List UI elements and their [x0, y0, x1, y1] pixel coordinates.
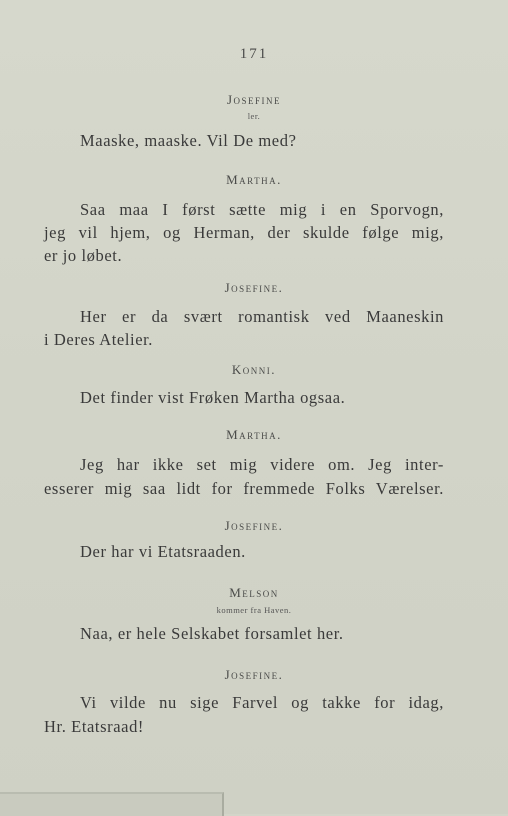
dialogue-line: Hr. Etatsraad!	[44, 717, 145, 736]
speaker-name: Josefine.	[224, 667, 284, 682]
stage-direction: kommer fra Haven.	[216, 605, 292, 615]
speaker-name: Konni.	[231, 362, 277, 377]
speaker-name: Josefine	[226, 92, 282, 107]
dialogue-line: jeg vil hjem, og Herman, der skulde følge mig,	[44, 223, 444, 242]
dialogue-line: esserer mig saa lidt for fremmede Folks Værelser.	[44, 479, 444, 498]
dialogue-line: er jo løbet.	[44, 246, 123, 265]
stage-direction: ler.	[247, 111, 261, 121]
speaker-name: Josefine.	[224, 280, 284, 295]
dialogue-line: Saa maa I først sætte mig i en Sporvogn,	[80, 200, 444, 219]
dialogue-line: i Deres Atelier.	[44, 330, 154, 349]
dialogue-line: Det finder vist Frøken Martha ogsaa.	[80, 388, 346, 407]
dialogue-line: Der har vi Etatsraaden.	[80, 542, 246, 561]
dialogue-line: Vi vilde nu sige Farvel og takke for idag,	[80, 693, 444, 712]
speaker-name: Martha.	[226, 172, 282, 187]
speaker-name: Josefine.	[224, 518, 284, 533]
page-edge-strip	[0, 792, 224, 816]
dialogue-line: Jeg har ikke set mig videre om. Jeg inter-	[80, 455, 444, 474]
speaker-name: Melson	[229, 585, 279, 600]
speaker-name: Martha.	[226, 427, 282, 442]
dialogue-line: Naa, er hele Selskabet forsamlet her.	[80, 624, 344, 643]
page-number: 171	[239, 46, 269, 62]
dialogue-line: Maaske, maaske. Vil De med?	[80, 131, 297, 150]
dialogue-line: Her er da svært romantisk ved Maaneskin	[80, 307, 444, 326]
